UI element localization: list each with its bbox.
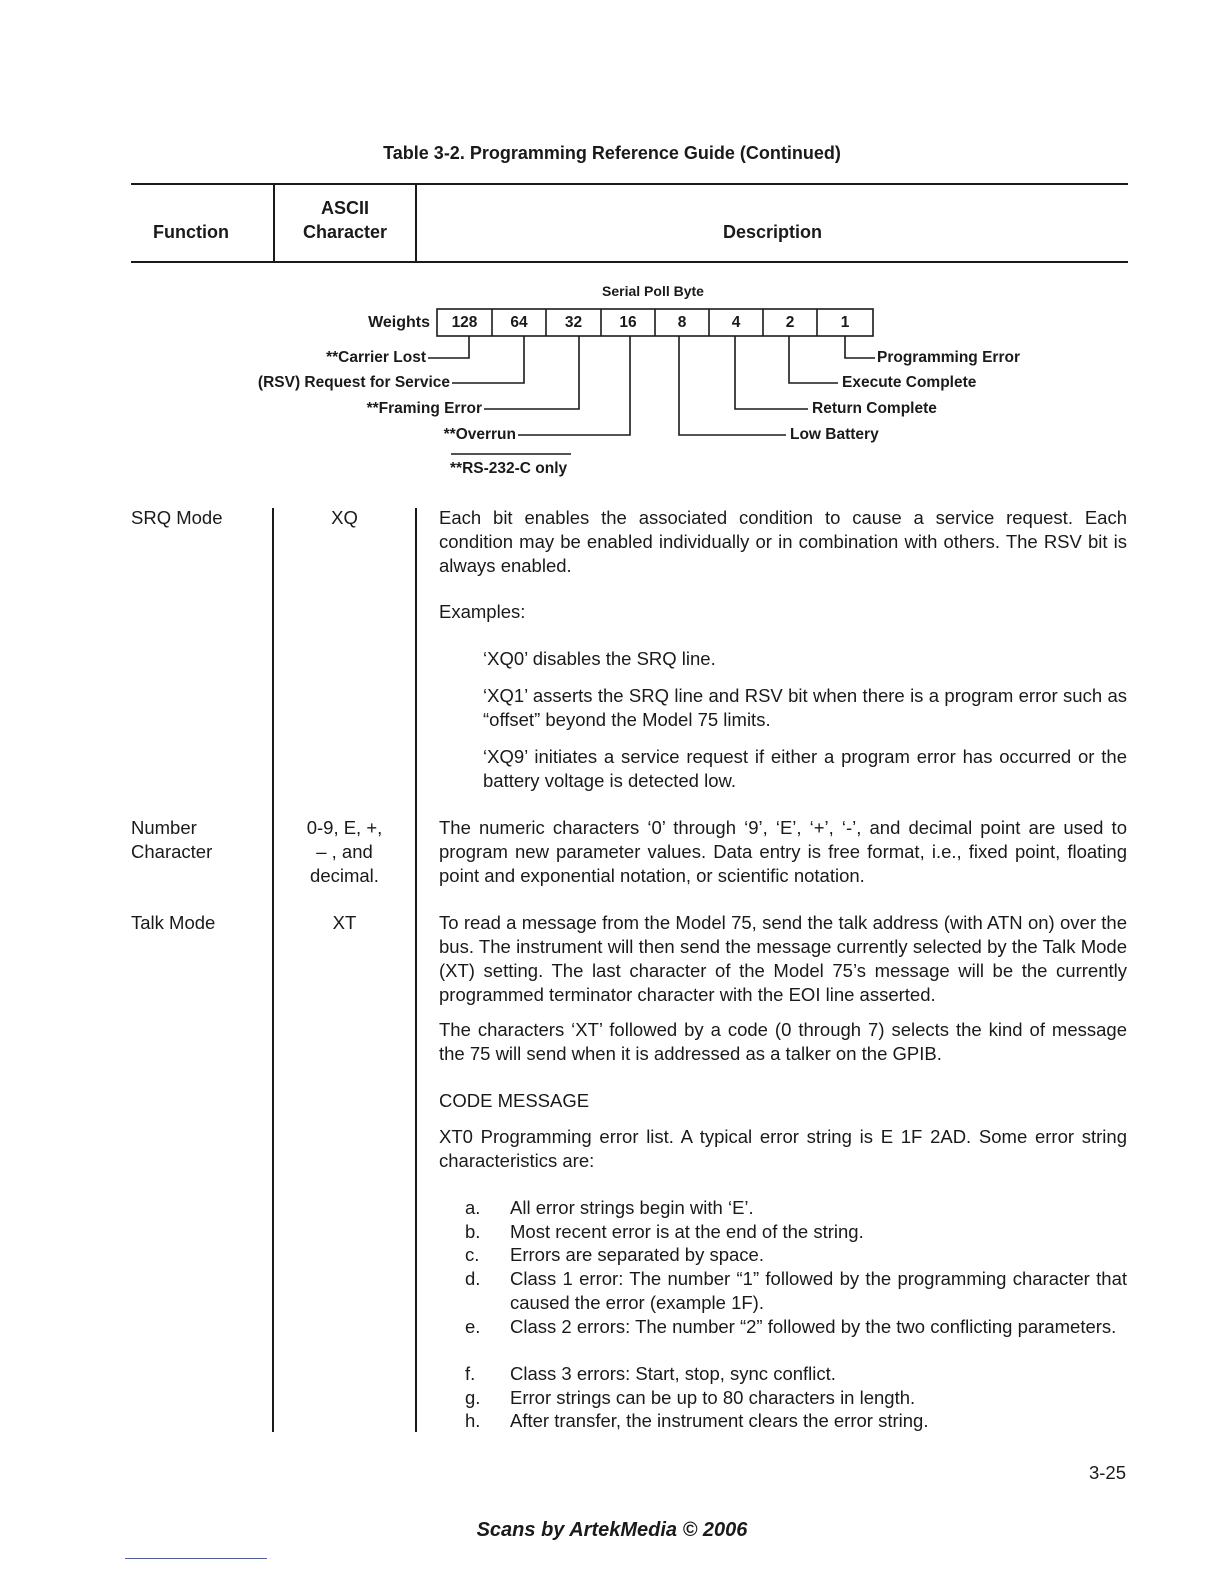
label-execute-complete: Execute Complete [842,374,977,391]
weight-1: 1 [840,314,850,331]
talk-description-xt0: XT0 Programming error list. A typical error string is E 1F 2AD. Some error string characteristics are: [439,1126,1127,1171]
header-function: Function [153,222,229,242]
srq-examples-label: Examples: [439,601,526,622]
header-ascii-line1: ASCII [320,198,369,218]
list-letter: g. [465,1387,481,1408]
weight-8: 8 [677,314,687,331]
number-ascii-line1: 0-9, E, +, [306,817,383,838]
connector-return-complete [735,336,808,409]
number-function [131,816,212,864]
weight-64: 64 [510,314,528,331]
footer-link-underline [125,1558,267,1559]
label-rsv: (RSV) Request for Service [257,374,450,391]
connector-overrun [518,336,630,435]
weight-16: 16 [619,314,637,331]
weight-4: 4 [731,314,741,331]
body-divider-1 [272,508,274,1432]
connector-execute-complete [789,336,838,383]
number-function-line2: Character [131,841,213,862]
srq-ascii: XQ [331,507,358,528]
number-ascii-line2: – , and [316,841,373,862]
weights-label: Weights [368,314,430,331]
connector-rsv [452,336,524,383]
list-letter: b. [465,1221,481,1242]
number-description: The numeric characters ‘0’ through ‘9’, ‘E’, ‘+’, ‘-’, and decimal point are used to program new parameter values. Data entry is free format, i.e., fixed point, floating point and exponential notation, or scientific notation. [439,817,1127,886]
header-description: Description [722,222,823,242]
talk-description-2: The characters ‘XT’ followed by a code (0 through 7) selects the kind of message the 75 will send when it is addressed as a talker on the GPIB. [439,1019,1127,1064]
weight-32: 32 [564,314,583,331]
number-ascii [274,816,415,888]
page-number: 3-25 [1088,1462,1126,1483]
talk-description-1: To read a message from the Model 75, send the talk address (with ATN on) over the bus. The instrument will then send the message currently selected by the Talk Mode (XT) setting. The last character of the Model 75’s message will be the currently programmed terminator character with the EOI line asserted. [439,912,1127,1005]
srq-function: SRQ Mode [131,507,223,528]
table-title: Table 3-2. Programming Reference Guide (Continued) [383,143,841,163]
weight-2: 2 [785,314,795,331]
connector-low-battery [679,336,786,435]
list-item: Class 1 error: The number “1” followed by the programming character that caused the error (example 1F). [510,1268,1127,1313]
list-item: Class 3 errors: Start, stop, sync conflict. [510,1363,836,1384]
weight-128: 128 [451,314,478,331]
list-letter: e. [465,1316,481,1337]
srq-example-3: ‘XQ9’ initiates a service request if either a program error has occurred or the battery voltage is detected low. [483,746,1127,791]
srq-example-2: ‘XQ1’ asserts the SRQ line and RSV bit when there is a program error such as “offset” beyond the Model 75 limits. [483,685,1127,730]
label-return-complete: Return Complete [812,400,937,417]
list-letter: d. [465,1268,481,1289]
diagram-title: Serial Poll Byte [602,283,704,299]
diagram-footnote: **RS-232-C only [450,460,568,477]
label-low-battery: Low Battery [790,426,879,443]
srq-description: Each bit enables the associated condition to cause a service request. Each condition may be enabled individually or in combination with others. The RSV bit is always enabled. [439,507,1127,576]
list-letter: a. [465,1197,481,1218]
list-item: Most recent error is at the end of the string. [510,1221,864,1242]
label-framing-error: **Framing Error [366,400,482,417]
list-letter: f. [465,1363,476,1384]
header-ascii-line2: Character [302,222,388,242]
talk-ascii: XT [332,912,357,933]
scan-credit: Scans by ArtekMedia © 2006 [476,1519,748,1541]
label-overrun: **Overrun [443,426,516,443]
label-programming-error: Programming Error [877,349,1020,366]
list-item: Errors are separated by space. [510,1244,764,1265]
label-carrier-lost: **Carrier Lost [326,349,426,366]
list-item: Error strings can be up to 80 characters in length. [510,1387,916,1408]
list-letter: h. [465,1410,481,1431]
body-divider-2 [415,508,417,1432]
srq-example-1: ‘XQ0’ disables the SRQ line. [483,648,716,669]
number-ascii-line3: decimal. [310,865,379,886]
talk-code-message: CODE MESSAGE [439,1090,590,1111]
list-item: After transfer, the instrument clears the error string. [510,1410,929,1431]
number-function-line1: Number [131,817,197,838]
connector-programming-error [845,336,875,358]
connector-framing [484,336,579,409]
diagram-svg [0,0,1224,500]
talk-function: Talk Mode [131,912,216,933]
list-item: All error strings begin with ‘E’. [510,1197,754,1218]
list-item: Class 2 errors: The number “2” followed by the two conflicting parameters. [510,1316,1117,1337]
connector-carrier-lost [428,336,469,358]
list-letter: c. [465,1244,480,1265]
